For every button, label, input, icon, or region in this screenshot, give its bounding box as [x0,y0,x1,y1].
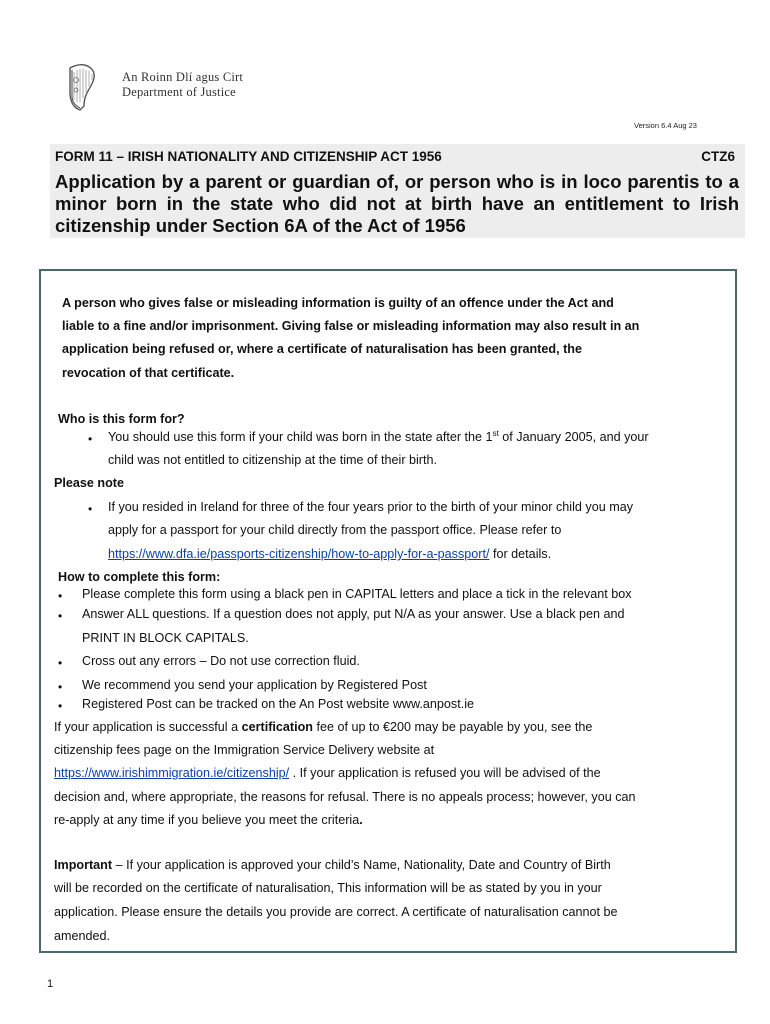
how-to-item: Please complete this form using a black pen in CAPITAL letters and place a tick in the relevant box [82,587,632,601]
please-note-item: If you resided in Ireland for three of the four years prior to the birth of your minor child you may [108,500,633,514]
bullet-icon: • [88,432,93,446]
bullet-icon: • [88,502,93,516]
fees-line: decision and, where appropriate, the reasons for refusal. There is no appeals process; however, you can [54,790,636,804]
how-to-item: Answer ALL questions. If a question does not apply, put N/A as your answer. Use a black pen and [82,607,625,621]
harp-icon [62,62,102,112]
department-irish-name: An Roinn Dlí agus Cirt [122,70,244,84]
important-line: will be recorded on the certificate of naturalisation, This information will be as stated by you in your [54,881,602,895]
please-note-item-cont: apply for a passport for your child directly from the passport office. Please refer to [108,523,562,537]
how-to-item: Cross out any errors – Do not use correction fluid. [82,654,360,668]
page-number: 1 [47,978,54,990]
important-line: application. Please ensure the details you provide are correct. A certificate of naturalisation cannot be [54,905,618,919]
bullet-icon: • [58,609,63,623]
warning-line: liable to a fine and/or imprisonment. Giving false or misleading information may also result in an [62,319,640,333]
how-to-item-cont: PRINT IN BLOCK CAPITALS. [82,631,249,645]
form-number: FORM 11 – IRISH NATIONALITY AND CITIZENSHIP ACT 1956 [55,149,442,164]
fees-line: citizenship fees page on the Immigration Service Delivery website at [54,743,435,757]
please-note-link-line: https://www.dfa.ie/passports-citizenship/how-to-apply-for-a-passport/ for details. [108,547,552,561]
form-title: Application by a parent or guardian of, or person who is in loco parentis to a minor born in the state who did not at birth have an entitlement to Irish citizenship under Section 6A of the Act of 1956 [55,171,739,236]
warning-line: revocation of that certificate. [62,366,235,380]
warning-line: A person who gives false or misleading information is guilty of an offence under the Act and [62,296,614,310]
how-to-item: We recommend you send your application by Registered Post [82,678,427,692]
form-header [50,144,745,238]
who-for-heading: Who is this form for? [58,412,185,426]
important-line: Important – If your application is approved your child’s Name, Nationality, Date and Country of Birth [54,858,611,872]
please-note-heading: Please note [54,476,124,490]
fees-line: re-apply at any time if you believe you meet the criteria. [54,813,363,827]
bullet-icon: • [58,589,63,603]
form-code: CTZ6 [701,149,735,164]
bullet-icon: • [58,699,63,713]
important-line: amended. [54,929,111,943]
version-label: Version 6.4 Aug 23 [634,121,697,130]
fees-line: If your application is successful a certification fee of up to €200 may be payable by you, see the [54,720,593,734]
who-for-item-cont: child was not entitled to citizenship at the time of their birth. [108,453,438,467]
passport-link[interactable]: https://www.dfa.ie/passports-citizenship/how-to-apply-for-a-passport/ [108,547,490,561]
fees-link-line: https://www.irishimmigration.ie/citizenship/ . If your application is refused you will be advised of the [54,766,601,780]
who-for-item: You should use this form if your child was born in the state after the 1st of January 2005, and your [108,428,649,444]
warning-line: application being refused or, where a certificate of naturalisation has been granted, the [62,342,582,356]
department-logo [62,62,262,116]
how-to-item: Registered Post can be tracked on the An Post website www.anpost.ie [82,697,475,711]
immigration-link[interactable]: https://www.irishimmigration.ie/citizenship/ [54,766,290,780]
how-to-heading: How to complete this form: [58,570,221,584]
bullet-icon: • [58,656,63,670]
department-english-name: Department of Justice [122,85,236,99]
bullet-icon: • [58,680,63,694]
